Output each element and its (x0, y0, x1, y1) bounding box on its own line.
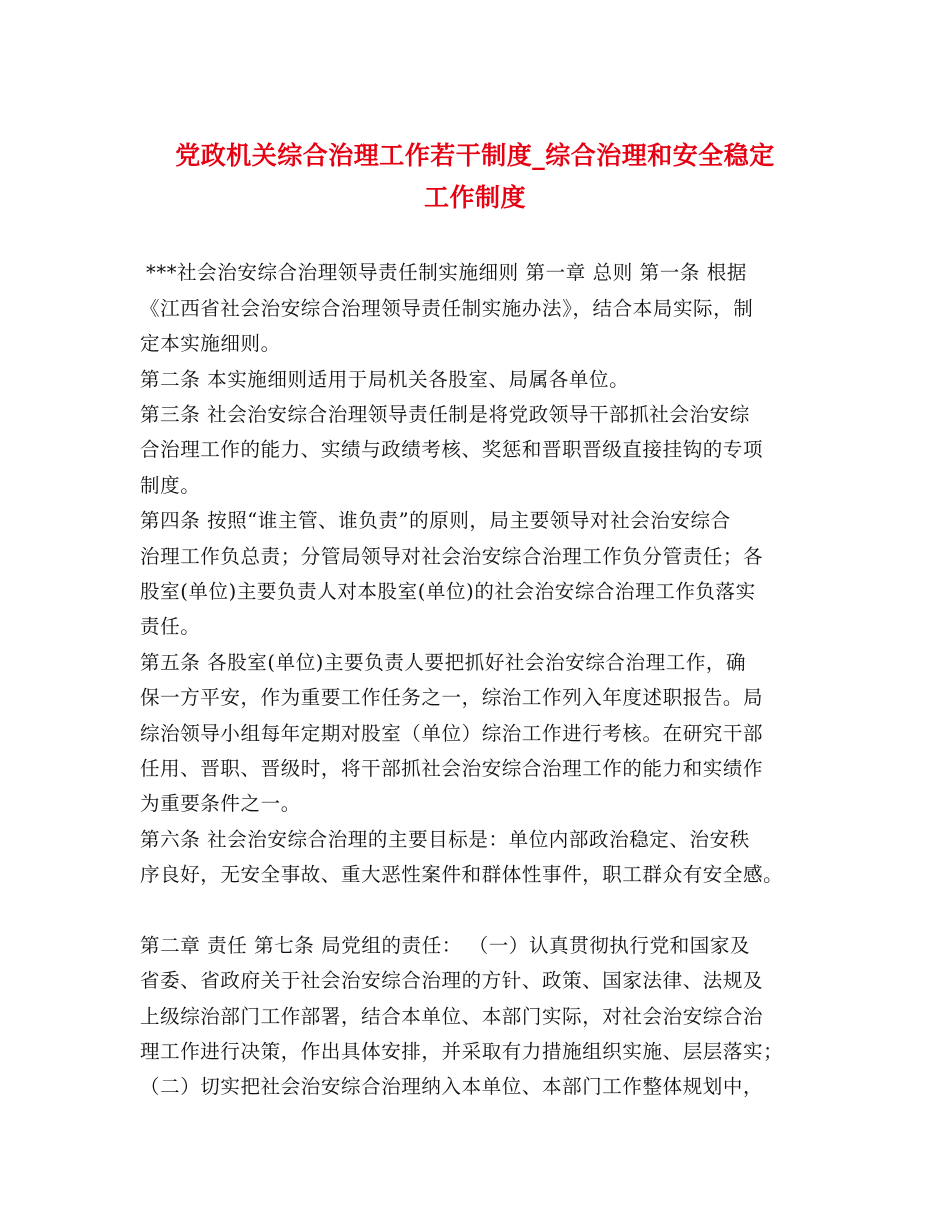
body-line-21: 上级综治部门工作部署，结合本单位、本部门实际，对社会治安综合治 (140, 1005, 764, 1028)
body-line-5: 第三条 社会治安综合治理领导责任制是将党政领导干部抓社会治安综 (140, 403, 750, 426)
body-line-12: 第五条 各股室(单位)主要负责人要把抓好社会治安综合治理工作，确 (140, 651, 747, 674)
body-line-14: 综治领导小组每年定期对股室（单位）综治工作进行考核。在研究干部 (140, 722, 764, 745)
document-title-line-2: 工作制度 (423, 183, 526, 212)
body-line-9: 治理工作负总责；分管局领导对社会治安综合治理工作负分管责任；各 (140, 545, 764, 568)
body-line-13: 保一方平安，作为重要工作任务之一，综治工作列入年度述职报告。局 (140, 686, 764, 709)
body-line-19: 第二章 责任 第七条 局党组的责任： （一）认真贯彻执行党和国家及 (140, 934, 751, 957)
body-line-6: 合治理工作的能力、实绩与政绩考核、奖惩和晋职晋级直接挂钩的专项 (140, 438, 764, 461)
document-title-line-1: 党政机关综合治理工作若干制度_综合治理和安全稳定 (175, 141, 775, 170)
body-line-11: 责任。 (140, 615, 201, 638)
body-line-4: 第二条 本实施细则适用于局机关各股室、局属各单位。 (140, 368, 630, 391)
body-line-7: 制度。 (140, 474, 201, 497)
body-line-20: 省委、省政府关于社会治安综合治理的方针、政策、国家法律、法规及 (140, 969, 764, 992)
body-line-1: ***社会治安综合治理领导责任制实施细则 第一章 总则 第一条 根据 (146, 261, 747, 284)
body-line-23: （二）切实把社会治安综合治理纳入本单位、本部门工作整体规划中， (140, 1075, 764, 1098)
body-line-22: 理工作进行决策，作出具体安排，并采取有力措施组织实施、层层落实； (140, 1040, 784, 1063)
body-line-15: 任用、晋职、晋级时，将干部抓社会治安综合治理工作的能力和实绩作 (140, 757, 764, 780)
body-line-17: 第六条 社会治安综合治理的主要目标是：单位内部政治稳定、治安秩 (140, 828, 750, 851)
body-line-2: 《江西省社会治安综合治理领导责任制实施办法》，结合本局实际，制 (140, 297, 754, 320)
body-line-10: 股室(单位)主要负责人对本股室(单位)的社会治安综合治理工作负落实 (140, 580, 756, 603)
body-line-8: 第四条 按照“谁主管、谁负责”的原则，局主要领导对社会治安综合 (140, 509, 731, 532)
body-line-3: 定本实施细则。 (140, 332, 281, 355)
body-line-18: 序良好，无安全事故、重大恶性案件和群体性事件，职工群众有安全感。 (140, 863, 784, 886)
body-line-16: 为重要条件之一。 (140, 792, 301, 815)
